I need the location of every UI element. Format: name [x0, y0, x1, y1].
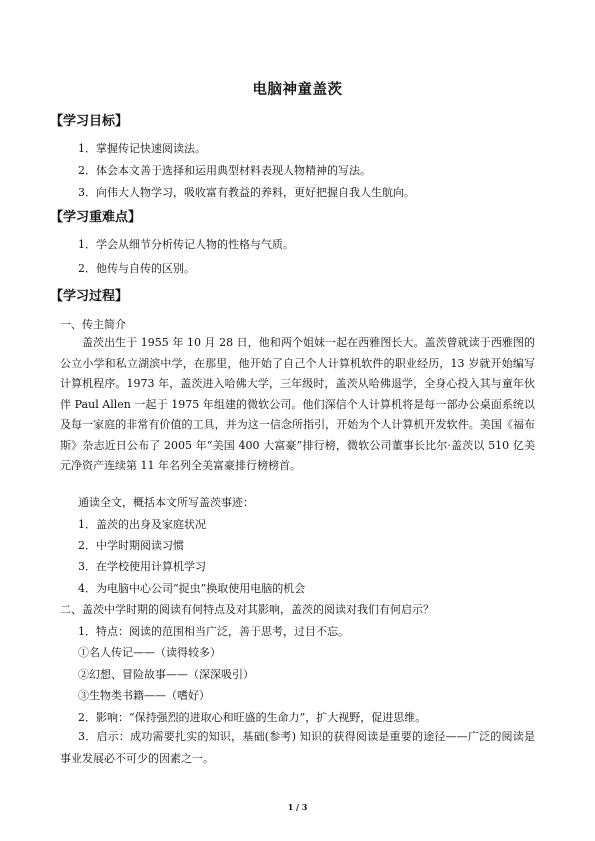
key-point-item: 2．他传与自传的区别。 [78, 262, 195, 275]
reading-influence: 2．影响：“保持强烈的进取心和旺盛的生命力”，扩大视野，促进思维。 [78, 711, 427, 724]
reading-type-item: ③生物类书籍——（嗜好） [78, 689, 210, 702]
reading-type-item: ①名人传记——（读得较多） [78, 646, 221, 659]
event-item: 4．为电脑中心公司“捉虫”换取使用电脑的机会 [78, 582, 306, 595]
goal-item: 2．体会本文善于选择和运用典型材料表现人物精神的写法。 [78, 164, 371, 177]
key-point-item: 1．学会从细节分析传记人物的性格与气质。 [78, 238, 294, 251]
biography-paragraph: 盖茨出生于 1955 年 10 月 28 日，他和两个姐妹一起在西雅图长大。盖茨曾就读于西雅图的公立小学和私立湖滨中学，在那里，他开始了自己个人计算机软件的职业经历，13 岁就开始编写计算机程序。1973 年，盖茨进入哈佛大学，三年级时，盖茨从哈佛退学，全身心投入其与童年伙伴 Paul Allen 一起于 1975 年组建的微软公司。他们深信个人计算机将是每一部办公桌面系统以及每一家庭的非常有价值的工具，并为这一信念所指引，开始为个人计算机开发软件。美国《福布斯》杂志近日公布了 2005 年“美国 400 大富豪”排行榜，微软公司董事长比尔·盖茨以 510 亿美元净资产连续第 11 年名列全美富豪排行榜榜首。 [60, 336, 535, 472]
page-number: 1 / 3 [287, 802, 308, 812]
goal-item: 3．向伟大人物学习，吸收富有教益的养料，更好把握自我人生航向。 [78, 186, 415, 199]
reading-feature: 1．特点：阅读的范围相当广泛，善于思考，过目不忘。 [78, 625, 349, 638]
part2-title: 二、盖茨中学时期的阅读有何特点及对其影响，盖茨的阅读对我们有何启示？ [60, 603, 434, 616]
heading-learning-process: 【学习过程】 [50, 289, 129, 304]
heading-key-points: 【学习重难点】 [50, 210, 142, 225]
goal-item: 1．掌握传记快速阅读法。 [78, 142, 206, 155]
event-item: 2．中学时期阅读习惯 [78, 539, 184, 552]
event-item: 3．在学校使用计算机学习 [78, 560, 206, 573]
document-title: 电脑神童盖茨 [252, 82, 343, 98]
reading-inspiration: 3．启示：成功需要扎实的知识，基础(参考) 知识的获得阅读是重要的途径——广泛的阅读是事业发展必不可少的因素之一。 [60, 730, 535, 765]
event-item: 1．盖茨的出身及家庭状况 [78, 518, 206, 531]
reading-type-item: ②幻想、冒险故事——（深深吸引） [78, 668, 254, 681]
heading-learning-goals: 【学习目标】 [50, 114, 129, 129]
part1-title: 一、传主简介 [60, 318, 126, 331]
summary-prompt: 通读全文，概括本文所写盖茨事迹： [78, 496, 254, 509]
